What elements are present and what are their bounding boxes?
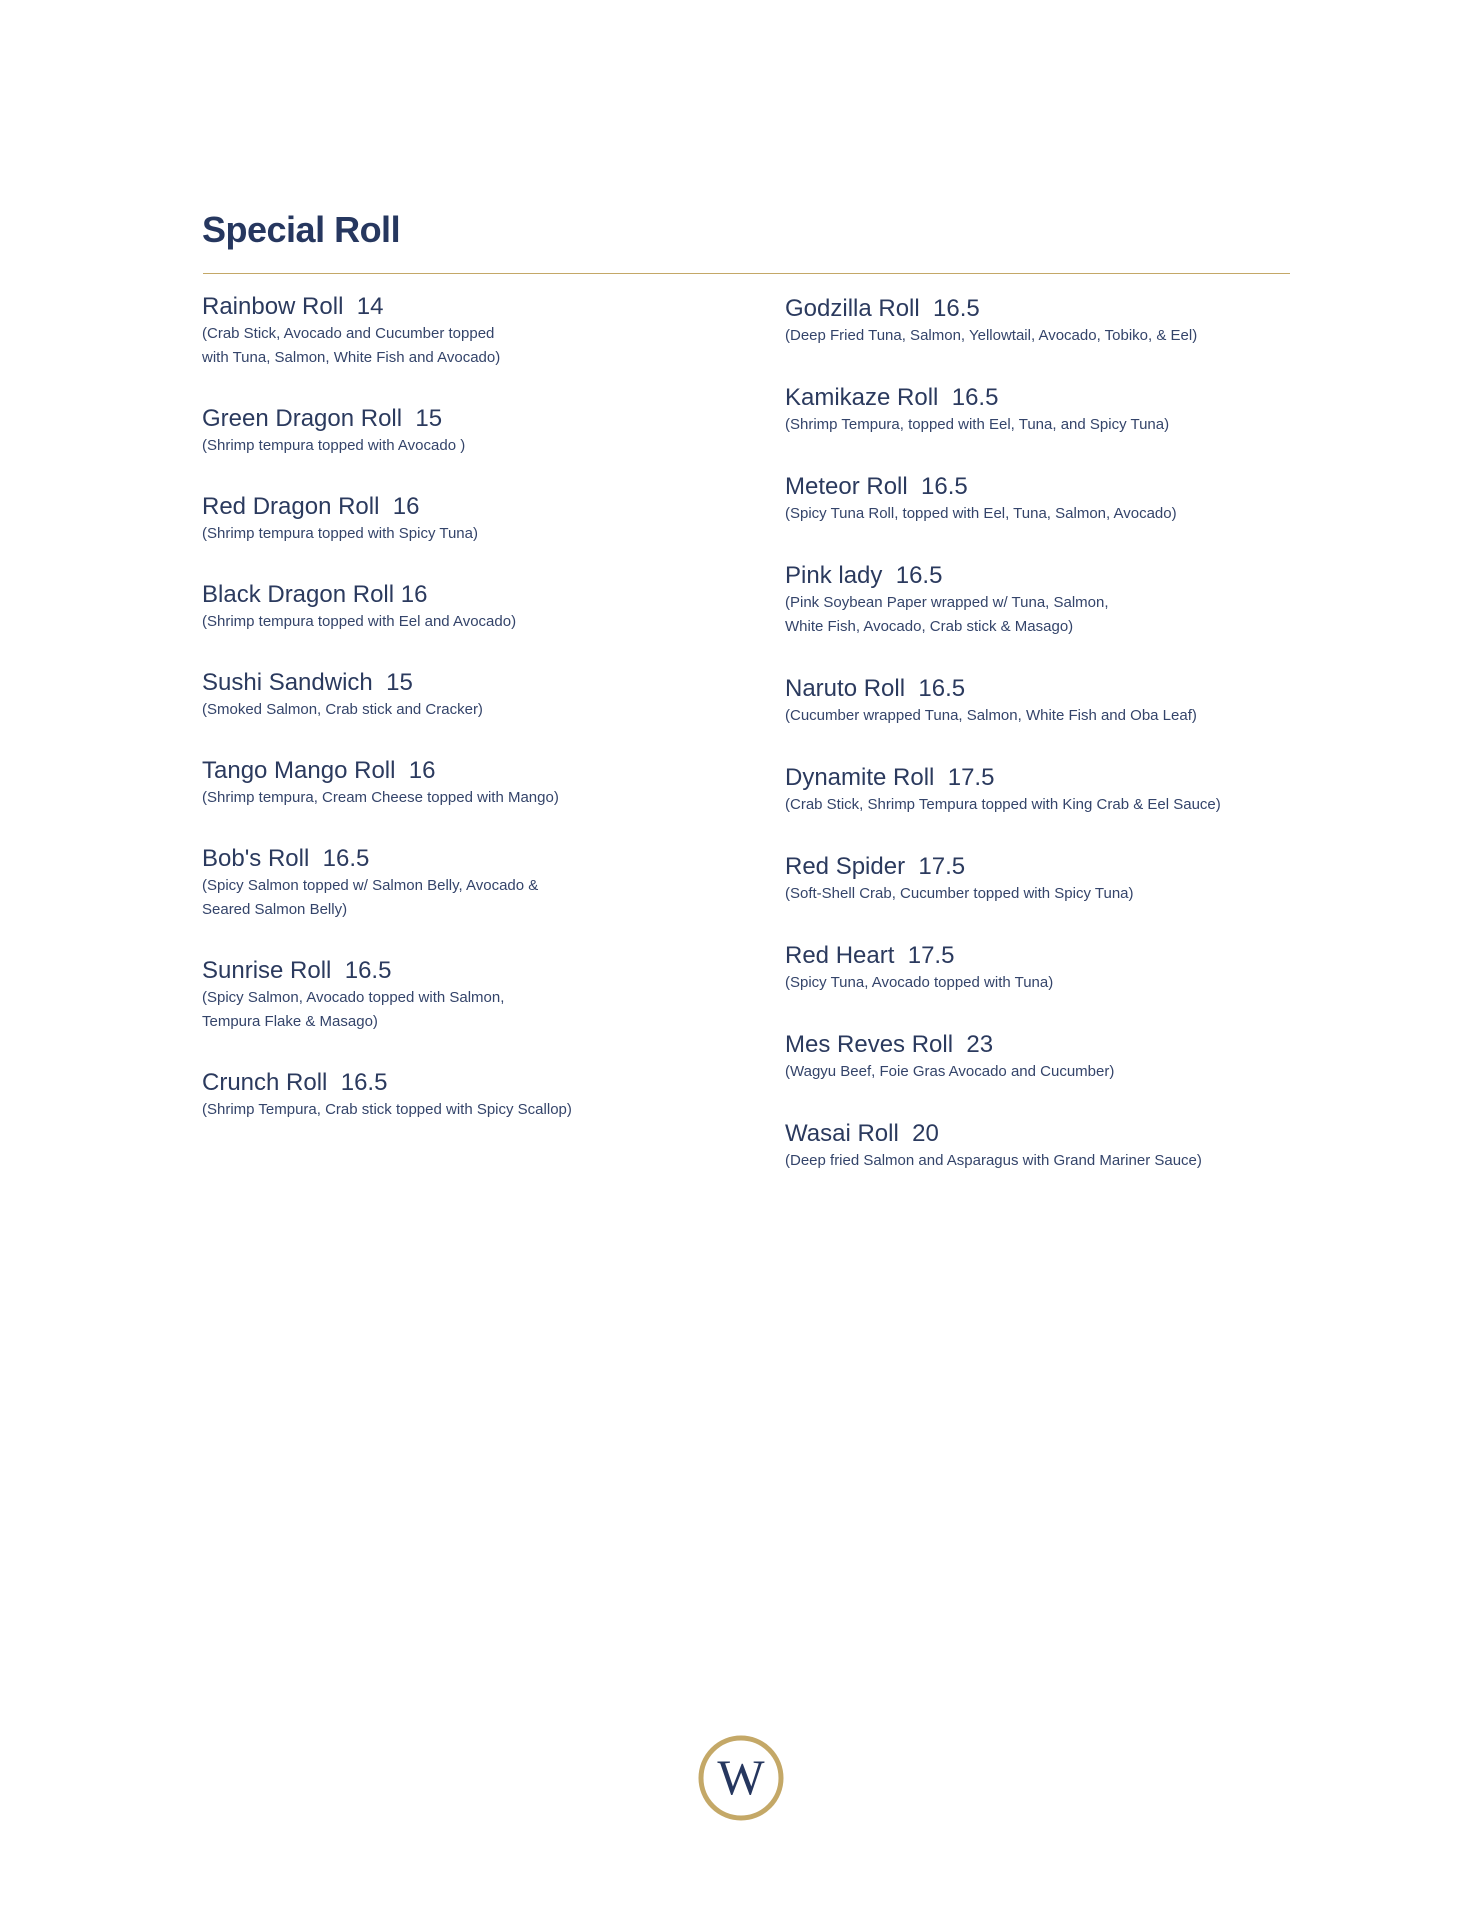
menu-item-name: Black Dragon Roll 16 bbox=[202, 581, 428, 608]
menu-item-description: (Pink Soybean Paper wrapped w/ Tuna, Salmon, bbox=[785, 594, 1109, 611]
page-title: Special Roll bbox=[202, 209, 401, 250]
menu-item-description: (Deep Fried Tuna, Salmon, Yellowtail, Avocado, Tobiko, & Eel) bbox=[785, 327, 1198, 344]
menu-item bbox=[202, 844, 762, 922]
menu-item-description: Seared Salmon Belly) bbox=[202, 901, 348, 918]
menu-item-description: (Spicy Tuna, Avocado topped with Tuna) bbox=[785, 974, 1054, 991]
menu-item bbox=[785, 1030, 1285, 1084]
menu-item-description: (Spicy Salmon topped w/ Salmon Belly, Avocado & bbox=[202, 877, 539, 894]
menu-item-description: Tempura Flake & Masago) bbox=[202, 1013, 378, 1030]
menu-item bbox=[202, 1068, 762, 1122]
menu-item bbox=[202, 292, 762, 370]
menu-item-description: (Shrimp tempura topped with Eel and Avocado) bbox=[202, 613, 517, 630]
menu-item-description: (Shrimp tempura, Cream Cheese topped with Mango) bbox=[202, 789, 559, 806]
menu-item-name: Godzilla Roll 16.5 bbox=[785, 295, 980, 322]
menu-item-description: (Soft-Shell Crab, Cucumber topped with Spicy Tuna) bbox=[785, 885, 1134, 902]
menu-item-description: (Spicy Salmon, Avocado topped with Salmon, bbox=[202, 989, 505, 1006]
menu-item-name: Sushi Sandwich 15 bbox=[202, 669, 413, 696]
menu-item-name: Meteor Roll 16.5 bbox=[785, 473, 968, 500]
menu-item bbox=[202, 404, 762, 458]
menu-item-description: (Shrimp Tempura, topped with Eel, Tuna, and Spicy Tuna) bbox=[785, 416, 1170, 433]
menu-item-description: (Shrimp Tempura, Crab stick topped with Spicy Scallop) bbox=[202, 1101, 572, 1118]
menu-item-name: Kamikaze Roll 16.5 bbox=[785, 384, 999, 411]
menu-item-name: Pink lady 16.5 bbox=[785, 562, 943, 589]
menu-item-description: (Shrimp tempura topped with Avocado ) bbox=[202, 437, 466, 454]
menu-item-name: Red Heart 17.5 bbox=[785, 942, 955, 969]
right-menu-column bbox=[785, 294, 1285, 1208]
menu-item-name: Naruto Roll 16.5 bbox=[785, 675, 966, 702]
menu-item-description: (Wagyu Beef, Foie Gras Avocado and Cucumber) bbox=[785, 1063, 1115, 1080]
menu-item bbox=[785, 294, 1285, 348]
menu-item-description: (Deep fried Salmon and Asparagus with Grand Mariner Sauce) bbox=[785, 1152, 1202, 1169]
menu-item-description: (Smoked Salmon, Crab stick and Cracker) bbox=[202, 701, 483, 718]
menu-item-description: with Tuna, Salmon, White Fish and Avocado) bbox=[202, 349, 501, 366]
menu-item-description: (Crab Stick, Shrimp Tempura topped with King Crab & Eel Sauce) bbox=[785, 796, 1221, 813]
menu-item-description: (Crab Stick, Avocado and Cucumber topped bbox=[202, 325, 495, 342]
left-menu-column bbox=[202, 292, 762, 1156]
menu-item-description: (Spicy Tuna Roll, topped with Eel, Tuna, Salmon, Avocado) bbox=[785, 505, 1177, 522]
menu-item bbox=[202, 668, 762, 722]
menu-item-name: Green Dragon Roll 15 bbox=[202, 405, 443, 432]
logo-letter: W bbox=[717, 1749, 765, 1805]
menu-item bbox=[202, 956, 762, 1034]
menu-item-name: Tango Mango Roll 16 bbox=[202, 757, 436, 784]
menu-item bbox=[785, 674, 1285, 728]
menu-item bbox=[785, 763, 1285, 817]
menu-item bbox=[785, 472, 1285, 526]
title-divider bbox=[203, 273, 1290, 274]
menu-item-name: Bob's Roll 16.5 bbox=[202, 845, 370, 872]
menu-item-description: (Cucumber wrapped Tuna, Salmon, White Fish and Oba Leaf) bbox=[785, 707, 1197, 724]
menu-item bbox=[202, 580, 762, 634]
menu-item-name: Wasai Roll 20 bbox=[785, 1120, 939, 1147]
w-monogram-logo-icon bbox=[698, 1735, 784, 1821]
menu-item bbox=[785, 941, 1285, 995]
menu-item bbox=[785, 1119, 1285, 1173]
menu-item bbox=[785, 561, 1285, 639]
menu-item bbox=[785, 852, 1285, 906]
menu-item-name: Dynamite Roll 17.5 bbox=[785, 764, 995, 791]
menu-item-name: Red Spider 17.5 bbox=[785, 853, 966, 880]
menu-item-description: White Fish, Avocado, Crab stick & Masago) bbox=[785, 618, 1074, 635]
menu-item bbox=[202, 492, 762, 546]
menu-item-name: Mes Reves Roll 23 bbox=[785, 1031, 994, 1058]
menu-item-name: Sunrise Roll 16.5 bbox=[202, 957, 392, 984]
menu-item bbox=[785, 383, 1285, 437]
menu-item-name: Crunch Roll 16.5 bbox=[202, 1069, 388, 1096]
menu-item-name: Rainbow Roll 14 bbox=[202, 293, 384, 320]
menu-item-description: (Shrimp tempura topped with Spicy Tuna) bbox=[202, 525, 478, 542]
menu-item bbox=[202, 756, 762, 810]
menu-item-name: Red Dragon Roll 16 bbox=[202, 493, 420, 520]
